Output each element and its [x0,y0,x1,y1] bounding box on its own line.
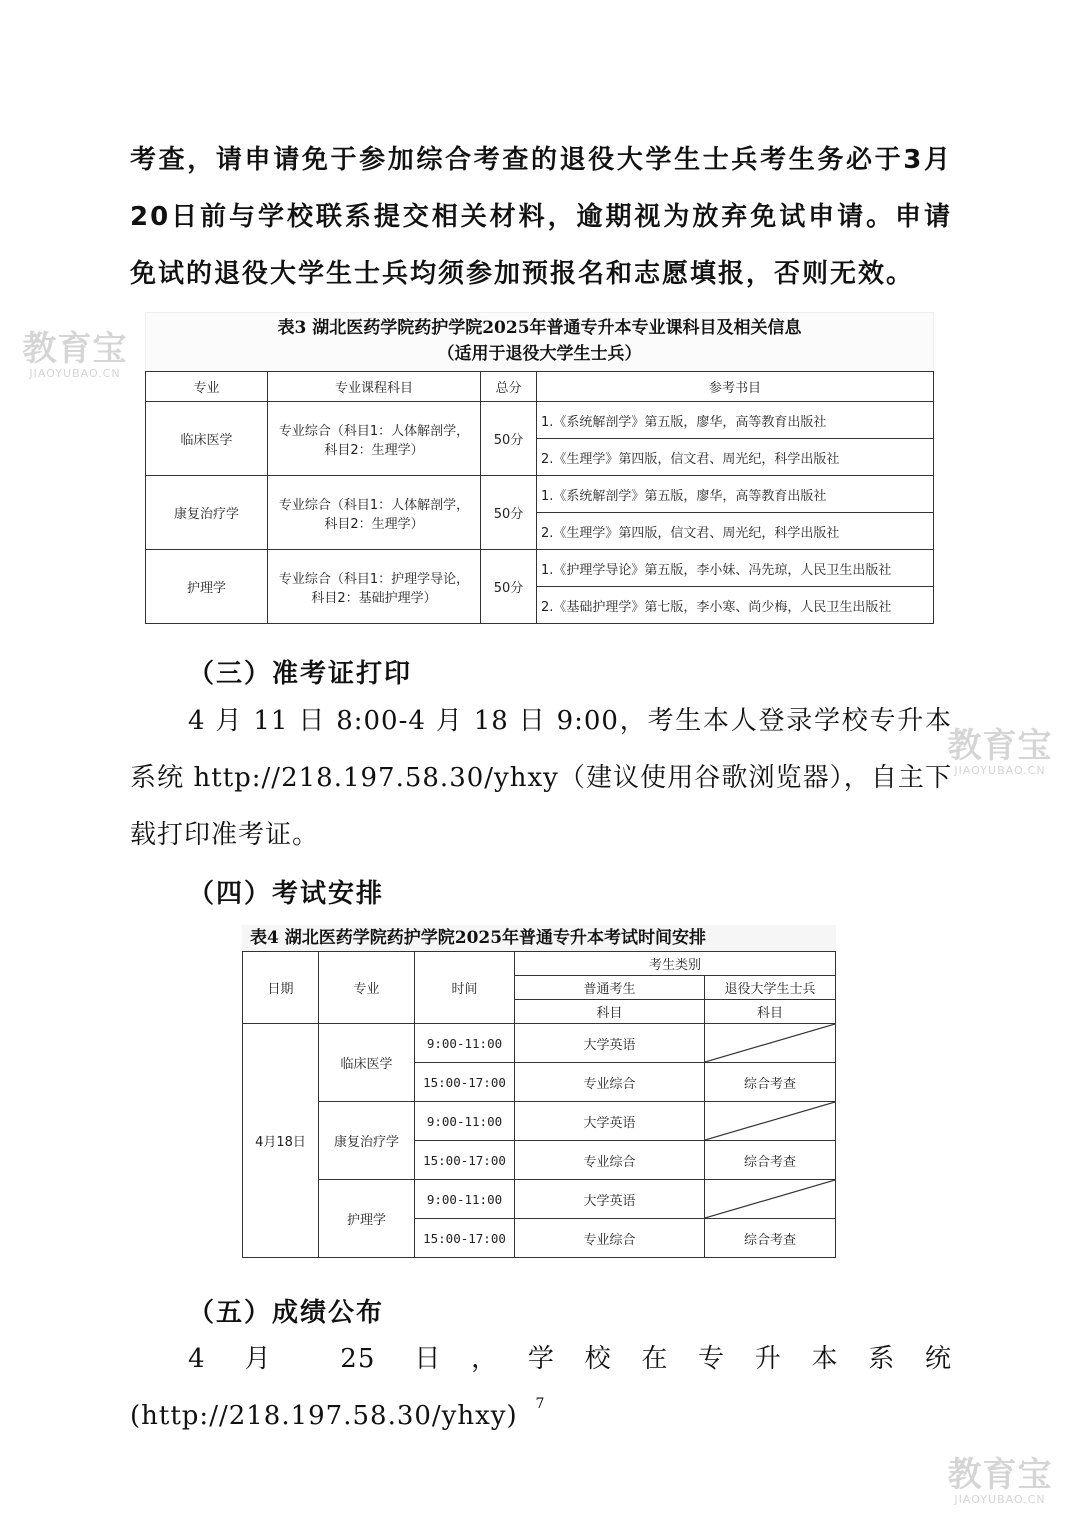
empty-diagonal-cell [705,1180,836,1219]
subject-cell: 综合考查 [705,1141,836,1180]
date-cell: 4月18日 [243,1024,319,1258]
course-line: 科目2：生理学） [324,516,424,532]
watermark-logo [935,1456,1065,1506]
table-row [146,550,934,587]
header-major: 专业 [319,952,415,1024]
heading-admission-ticket: （三）准考证打印 [188,659,413,689]
time-cell: 15:00-17:00 [415,1063,515,1102]
admission-paragraph: 4 月 11 日 8:00-4 月 18 日 9:00，考生本人登录学校专升本系统 http://218.197.58.30/yhxy（建议使用谷歌浏览器），自主下载打印准考证。 [130,706,952,850]
subject-cell: 大学英语 [515,1024,705,1063]
header-score: 总分 [481,372,537,402]
subject-cell: 大学英语 [515,1180,705,1219]
book-cell: 2.《基础护理学》第七版，李小寒、尚少梅，人民卫生出版社 [537,587,934,624]
table-row [146,402,934,439]
header-date: 日期 [243,952,319,1024]
major-cell: 康复治疗学 [146,476,268,550]
course-cell [268,402,481,476]
table-row [243,1102,836,1141]
intro-paragraph: 考查，请申请免于参加综合考查的退役大学生士兵考生务必于3月20日前与学校联系提交相关材料，逾期视为放弃免试申请。申请免试的退役大学生士兵均须参加预报名和志愿填报，否则无效。 [130,145,952,289]
major-cell: 临床医学 [146,402,268,476]
watermark-brand: 教育宝 [947,1455,1053,1495]
diagonal-line [705,1102,835,1140]
course-cell [268,476,481,550]
major-cell: 护理学 [319,1180,415,1258]
empty-diagonal-cell [705,1024,836,1063]
book-cell: 1.《护理学导论》第五版，李小妹、冯先琼，人民卫生出版社 [537,550,934,587]
course-line: 专业综合（科目1：人体解剖学， [278,423,470,439]
course-line: 专业综合（科目1：护理学导论， [278,571,470,587]
subject-cell: 综合考查 [705,1063,836,1102]
subject-cell: 专业综合 [515,1219,705,1258]
time-cell: 9:00-11:00 [415,1180,515,1219]
header-course: 专业课程科目 [268,372,481,402]
schedule-table [242,951,836,1258]
header-category: 考生类别 [515,952,836,976]
course-cell [268,550,481,624]
score-cell: 50分 [481,402,537,476]
results-paragraph: 4 月 25 日，学校在专升本系统(http://218.197.58.30/yhxy) [130,1344,952,1431]
table-row [243,1024,836,1063]
table-3-caption [145,312,934,371]
header-veteran: 退役大学生士兵 [705,976,836,1000]
time-cell: 9:00-11:00 [415,1102,515,1141]
header-subject-veteran: 科目 [705,1000,836,1024]
watermark-brand: 教育宝 [22,329,128,369]
table-3-subtitle: （适用于退役大学生士兵） [437,344,642,364]
watermark-logo [935,727,1065,777]
diagonal-line [705,1024,835,1062]
time-cell: 15:00-17:00 [415,1141,515,1180]
watermark-logo [10,330,140,380]
major-cell: 康复治疗学 [319,1102,415,1180]
book-cell: 2.《生理学》第四版，信文君、周光纪，科学出版社 [537,439,934,476]
course-table [145,371,934,624]
table-row [243,1180,836,1219]
table-4-caption: 表4 湖北医药学院药护学院2025年普通专升本考试时间安排 [242,925,836,951]
table-4 [242,925,836,1258]
table-header-row [243,952,836,976]
book-cell: 1.《系统解剖学》第五版，廖华，高等教育出版社 [537,476,934,513]
subject-cell: 专业综合 [515,1141,705,1180]
book-cell: 2.《生理学》第四版，信文君、周光纪，科学出版社 [537,513,934,550]
book-cell: 1.《系统解剖学》第五版，廖华，高等教育出版社 [537,402,934,439]
course-line: 专业综合（科目1：人体解剖学， [278,497,470,513]
watermark-brand: 教育宝 [947,726,1053,766]
table-3-title: 表3 湖北医药学院药护学院2025年普通专升本专业课科目及相关信息 [277,318,802,338]
course-line: 科目2：基础护理学） [311,590,437,606]
watermark-url: JIAOYUBAO.CN [954,1493,1046,1506]
diagonal-line [705,1180,835,1218]
table-row [146,476,934,513]
subject-cell: 专业综合 [515,1063,705,1102]
time-cell: 15:00-17:00 [415,1219,515,1258]
header-subject-regular: 科目 [515,1000,705,1024]
empty-diagonal-cell [705,1102,836,1141]
course-line: 科目2：生理学） [324,442,424,458]
header-regular: 普通考生 [515,976,705,1000]
heading-results: （五）成绩公布 [188,1298,385,1328]
table-3 [145,312,934,624]
score-cell: 50分 [481,550,537,624]
subject-cell: 综合考查 [705,1219,836,1258]
major-cell: 临床医学 [319,1024,415,1102]
table-header-row [146,372,934,402]
major-cell: 护理学 [146,550,268,624]
page-number: 7 [535,1396,545,1412]
heading-exam-schedule: （四）考试安排 [188,879,385,909]
watermark-url: JIAOYUBAO.CN [29,367,121,380]
header-time: 时间 [415,952,515,1024]
score-cell: 50分 [481,476,537,550]
time-cell: 9:00-11:00 [415,1024,515,1063]
header-major: 专业 [146,372,268,402]
header-books: 参考书目 [537,372,934,402]
watermark-url: JIAOYUBAO.CN [954,764,1046,777]
subject-cell: 大学英语 [515,1102,705,1141]
